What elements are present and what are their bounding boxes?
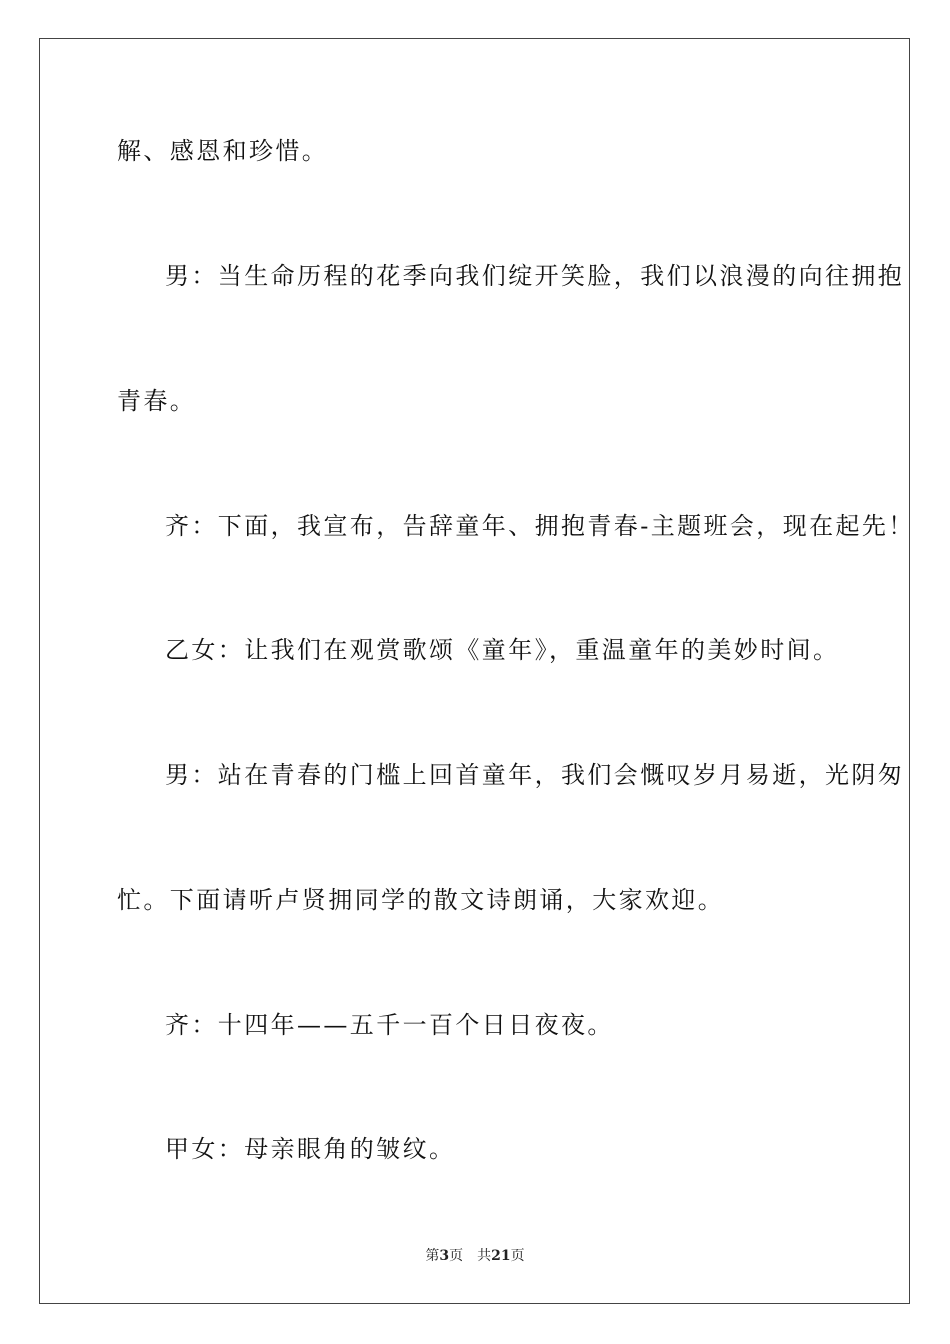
text-line: 齐：十四年——五千一百个日日夜夜。: [165, 1011, 614, 1039]
page-number: 3: [439, 1248, 450, 1264]
text-line: 男：站在青春的门槛上回首童年，我们会慨叹岁月易逝，光阴匆: [165, 761, 905, 789]
text-line: 青春。: [117, 387, 197, 415]
text-line: 乙女：让我们在观赏歌颂《童年》，重温童年的美妙时间。: [165, 636, 840, 664]
page-border: [39, 38, 910, 1304]
text-line: 甲女：母亲眼角的皱纹。: [165, 1135, 456, 1163]
text-line: 解、感恩和珍惜。: [117, 137, 329, 165]
page-suffix: 页: [449, 1248, 464, 1264]
page-footer: [0, 1247, 950, 1265]
total-pages: 21: [491, 1248, 511, 1264]
text-line: 男：当生命历程的花季向我们绽开笑脸，我们以浪漫的向往拥抱: [165, 262, 905, 290]
page-prefix: 第: [425, 1248, 440, 1264]
total-prefix: 共: [477, 1248, 492, 1264]
text-line: 齐：下面，我宣布，告辞童年、拥抱青春-主题班会，现在起先！: [165, 512, 915, 540]
text-line: 忙。下面请听卢贤拥同学的散文诗朗诵，大家欢迎。: [117, 886, 725, 914]
total-suffix: 页: [510, 1248, 525, 1264]
